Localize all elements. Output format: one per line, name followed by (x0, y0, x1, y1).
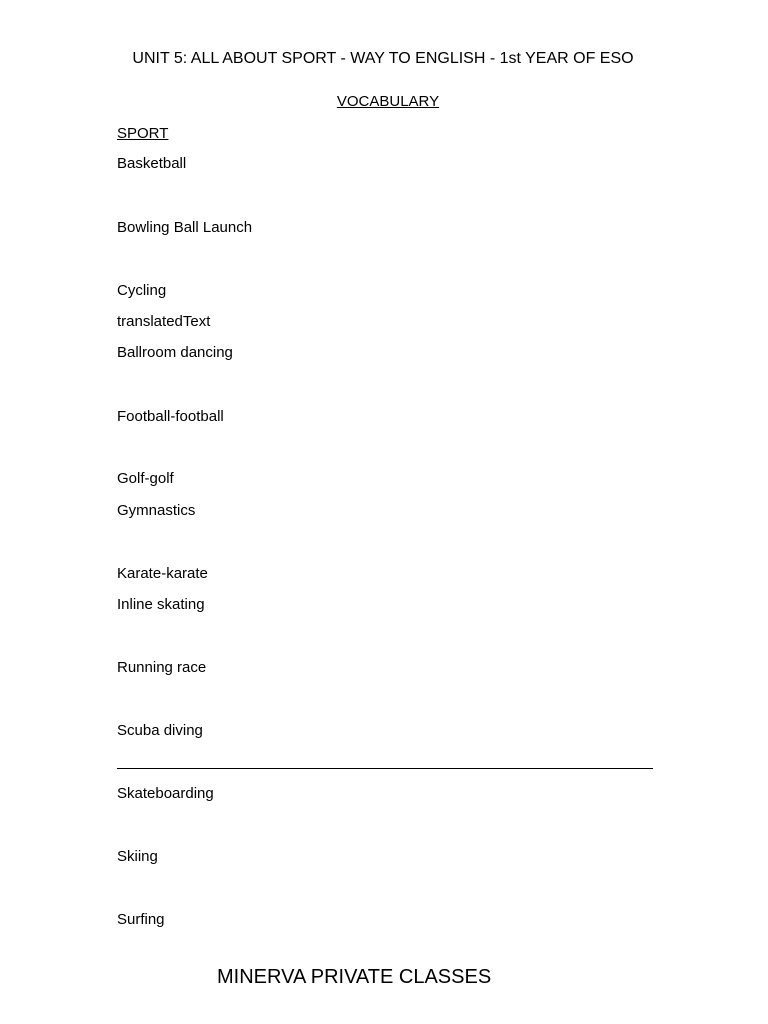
vocab-item: Ballroom dancing (117, 344, 233, 361)
footer-brand: MINERVA PRIVATE CLASSES (217, 966, 492, 988)
vocab-item: Golf-golf (117, 470, 174, 487)
vocab-item: translatedText (117, 313, 211, 330)
vocab-item: Football-football (117, 408, 224, 425)
horizontal-rule (117, 768, 653, 769)
page-title: UNIT 5: ALL ABOUT SPORT - WAY TO ENGLISH - 1st YEAR OF ESO (132, 50, 634, 67)
vocab-item: Skiing (117, 848, 158, 865)
vocab-item: Scuba diving (117, 722, 203, 739)
vocab-item: Gymnastics (117, 502, 196, 519)
vocab-item: Running race (117, 659, 207, 676)
vocab-item: Skateboarding (117, 785, 214, 802)
vocab-item: Basketball (117, 155, 187, 172)
section-heading-vocabulary: VOCABULARY (336, 93, 440, 110)
vocab-item: Bowling Ball Launch (117, 219, 253, 236)
subheading-sport: SPORT (117, 125, 169, 142)
vocab-item: Karate-karate (117, 565, 208, 582)
vocab-item: Surfing (117, 911, 165, 928)
vocab-item: Cycling (117, 282, 167, 299)
vocab-item: Inline skating (117, 596, 205, 613)
